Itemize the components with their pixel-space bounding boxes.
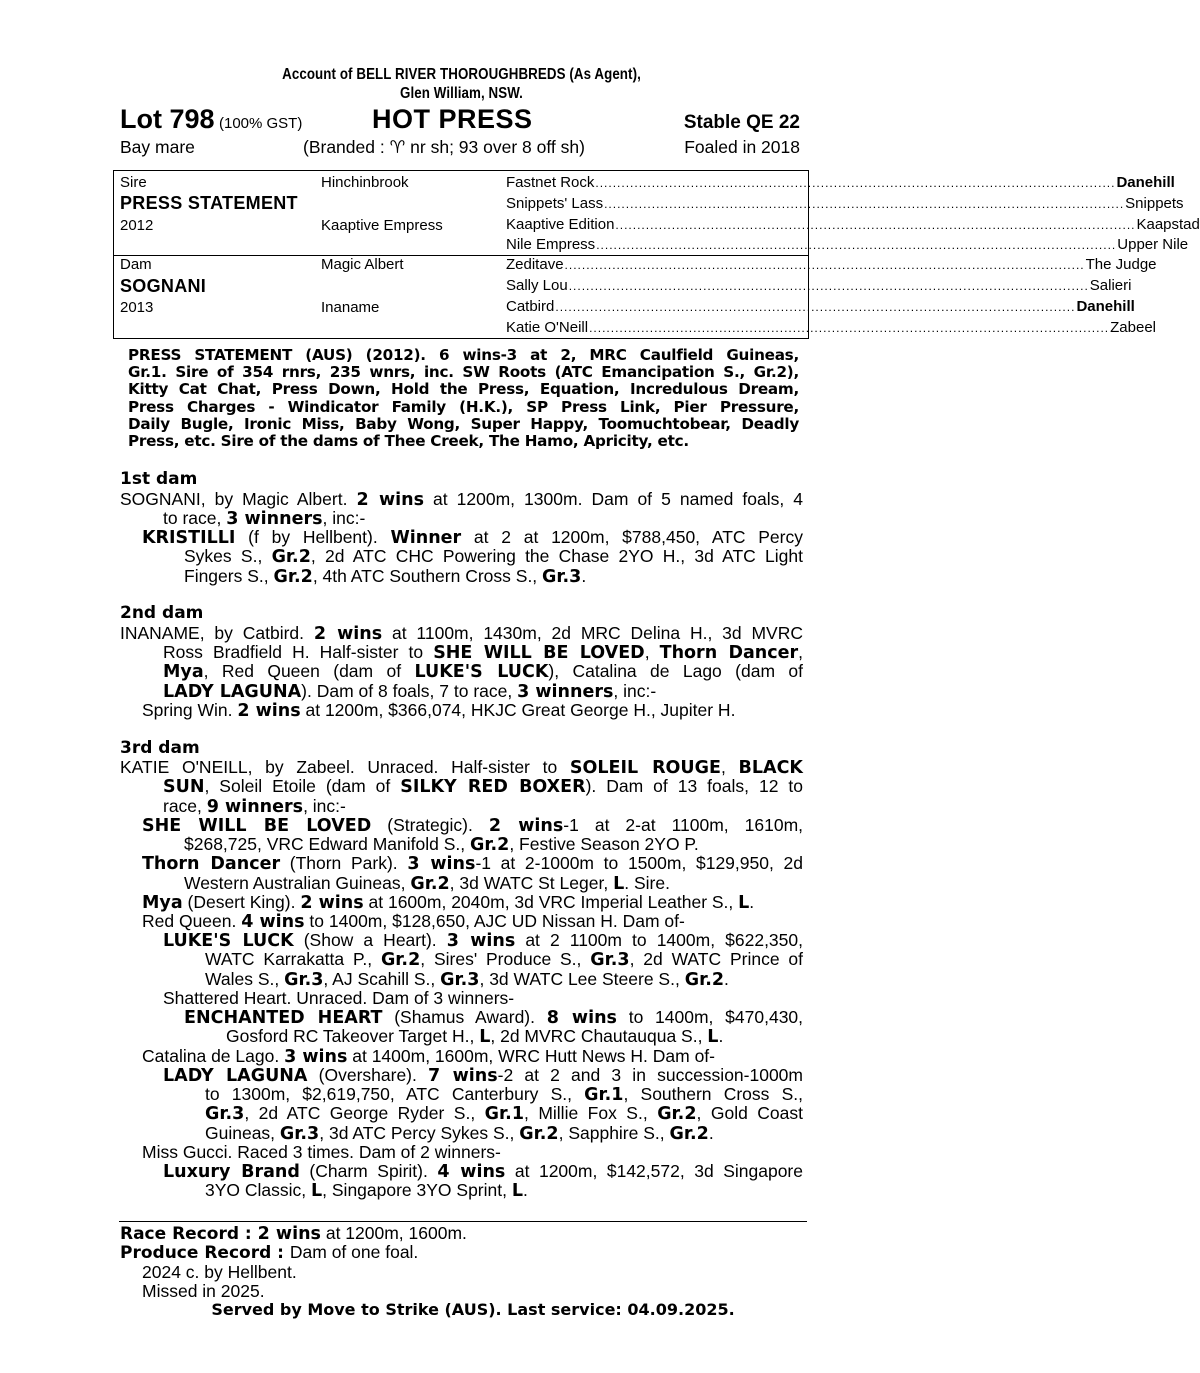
- text-run: Guineas,: [205, 1123, 280, 1143]
- text-run: Fingers S.,: [184, 566, 274, 586]
- ancestor-name: Snippets' Lass: [506, 195, 604, 212]
- text-run: Thorn Dancer: [142, 854, 281, 874]
- text-run: , Soleil Etoile (dam of: [204, 776, 401, 796]
- text-run: L: [311, 1181, 323, 1201]
- text-line: [163, 1161, 803, 1182]
- text-run: , 3d ATC Percy Sykes S.,: [319, 1123, 520, 1143]
- ancestor-name: Catbird: [506, 298, 555, 315]
- text-line: [163, 930, 803, 951]
- text-line: [142, 1046, 715, 1067]
- text-line: [184, 1007, 803, 1028]
- text-run: -1 at 2-1000m to 1500m, $129,950, 2d: [475, 853, 803, 873]
- text-run: (Overshare).: [307, 1065, 429, 1085]
- text-run: ). Dam of 13 foals, 12 to: [585, 776, 803, 796]
- text-run: (Desert King).: [182, 892, 301, 912]
- horse-sex: Bay mare: [120, 137, 195, 157]
- text-run: 2 wins: [313, 624, 383, 644]
- dot-leader: ........................................................................................................................: [604, 197, 1125, 211]
- text-run: WATC Karrakatta P.,: [205, 949, 381, 969]
- text-run: KRISTILLI: [142, 528, 236, 548]
- text-run: ), Catalina de Lago (dam of: [548, 661, 803, 681]
- text-run: LADY LAGUNA: [163, 1066, 308, 1086]
- text-run: at 1100m, 1430m, 2d MRC Delina H., 3d MVRC: [382, 623, 803, 643]
- text-run: . Sire.: [624, 873, 670, 893]
- sire-paragraph-line: Gr.1. Sire of 354 rnrs, 235 wnrs, inc. SW Roots (ATC Emancipation S., Gr.2),: [128, 363, 799, 382]
- text-run: Western Australian Guineas,: [184, 873, 411, 893]
- dot-leader: ........................................................................................................................: [589, 321, 1110, 335]
- race-record: [120, 1223, 467, 1244]
- text-run: SUN: [163, 777, 205, 797]
- text-run: Gr.3: [284, 970, 324, 990]
- text-run: LUKE'S LUCK: [163, 931, 294, 951]
- text-run: , 2d WATC Prince of: [629, 949, 803, 969]
- text-run: 9 winners: [206, 797, 304, 817]
- text-run: Red Queen.: [142, 911, 242, 931]
- text-run: (Thorn Park).: [280, 853, 408, 873]
- dam-year: 2013: [120, 299, 154, 316]
- horse-name: HOT PRESS: [372, 104, 533, 134]
- pedigree-gen3-row: [506, 277, 1132, 294]
- text-run: ,: [720, 757, 739, 777]
- text-line: [142, 853, 803, 874]
- text-run: 2 wins: [300, 893, 364, 913]
- text-run: (Strategic).: [371, 815, 489, 835]
- text-run: 3 wins: [407, 854, 476, 874]
- ancestor-name: Kaaptive Edition: [506, 216, 615, 233]
- text-line: [184, 546, 803, 567]
- dot-leader: ........................................................................................................................: [564, 258, 1085, 272]
- text-run: at 1600m, 2040m, 3d VRC Imperial Leather S.,: [363, 892, 739, 912]
- text-line: [184, 873, 670, 894]
- dot-leader: ........................................................................................................................: [555, 300, 1076, 314]
- text-line: [142, 700, 735, 721]
- text-run: Gr.3: [542, 567, 582, 587]
- text-run: (Shamus Award).: [382, 1007, 547, 1027]
- race-record-rest: at 1200m, 1600m.: [320, 1223, 467, 1243]
- text-run: Gr.3: [205, 1104, 245, 1124]
- text-run: Gr.2: [273, 567, 313, 587]
- text-run: ,: [644, 642, 660, 662]
- ancestor-sire: Danehill: [1116, 174, 1175, 191]
- text-run: 2 wins: [356, 490, 424, 510]
- text-run: , inc:-: [303, 796, 346, 816]
- text-run: , Red Queen (dam of: [203, 661, 415, 681]
- text-run: , 3d WATC St Leger,: [449, 873, 614, 893]
- text-run: L: [707, 1027, 719, 1047]
- dam-name: SOGNANI: [120, 276, 207, 296]
- text-run: Gr.2: [410, 874, 450, 894]
- sire-paragraph-line: Press, etc. Sire of the dams of Thee Creek, The Hamo, Apricity, etc.: [128, 432, 689, 451]
- produce-record-label: Produce Record :: [120, 1243, 290, 1263]
- text-line: [120, 489, 803, 510]
- text-run: $268,725, VRC Edward Manifold S.,: [184, 834, 470, 854]
- text-line: [205, 949, 803, 970]
- divider: [119, 1221, 807, 1222]
- text-line: [120, 757, 803, 778]
- text-run: Wales S.,: [205, 969, 285, 989]
- text-run: , AJ Scahill S.,: [323, 969, 441, 989]
- text-run: 3 wins: [284, 1047, 348, 1067]
- ancestor-name: Fastnet Rock: [506, 174, 595, 191]
- brand-prefix: (Branded :: [303, 137, 385, 157]
- dot-leader: ........................................................................................................................: [596, 238, 1117, 252]
- text-run: ,: [798, 642, 803, 662]
- text-run: , Sires' Produce S.,: [420, 949, 591, 969]
- text-run: Luxury Brand: [163, 1162, 300, 1182]
- text-line: [163, 988, 514, 1008]
- text-run: Catalina de Lago.: [142, 1046, 285, 1066]
- ancestor-sire: Zabeel: [1110, 319, 1157, 336]
- text-run: Spring Win.: [142, 700, 238, 720]
- text-line: [163, 661, 803, 682]
- pedigree-gen3-row: [506, 256, 1157, 273]
- text-run: -2 at 2 and 3 in succession-1000m: [497, 1065, 803, 1085]
- text-run: Gr.2: [684, 970, 725, 990]
- text-run: SILKY RED BOXER: [400, 777, 586, 797]
- brand-suffix: nr sh; 93 over 8 off sh): [410, 137, 585, 157]
- text-run: SHE WILL BE LOVED: [433, 643, 645, 663]
- section-heading: 3rd dam: [120, 738, 200, 758]
- text-run: Gr.2: [657, 1104, 697, 1124]
- text-line: [120, 623, 803, 644]
- text-run: at 1400m, 1600m, WRC Hutt News H. Dam of-: [347, 1046, 715, 1066]
- dot-leader: ........................................................................................................................: [595, 176, 1116, 190]
- gst-label: (100% GST): [218, 115, 303, 132]
- text-run: 4 wins: [241, 912, 305, 932]
- text-run: LADY LAGUNA: [163, 682, 302, 702]
- ancestor-name: Katie O'Neill: [506, 319, 589, 336]
- text-run: L: [738, 893, 750, 913]
- text-line: [205, 1084, 803, 1105]
- ancestor-sire: Danehill: [1076, 298, 1135, 315]
- brand-icon: ♈: [389, 137, 406, 157]
- text-run: , 4th ATC Southern Cross S.,: [312, 566, 543, 586]
- sire-paragraph: [128, 347, 799, 450]
- text-run: Mya: [163, 662, 204, 682]
- race-record-label: Race Record :: [120, 1224, 258, 1244]
- pedigree-gen3-row: [506, 216, 1200, 233]
- text-line: [163, 776, 803, 797]
- text-line: [142, 1142, 501, 1162]
- text-run: at 1200m, 1300m. Dam of 5 named foals, 4: [423, 489, 803, 509]
- text-run: Miss Gucci. Raced 3 times. Dam of 2 winners-: [142, 1142, 501, 1162]
- text-run: at 2 1100m to 1400m, $622,350,: [515, 930, 803, 950]
- text-run: .: [523, 1180, 528, 1200]
- pedigree-gen3-row: [506, 236, 1189, 253]
- text-run: Gr.2: [380, 950, 421, 970]
- sire-label: Sire: [120, 174, 147, 191]
- lot-label: Lot 798: [120, 104, 215, 134]
- race-record-wins: 2 wins: [257, 1224, 321, 1244]
- ancestor-name: Nile Empress: [506, 236, 596, 253]
- text-run: Gr.2: [669, 1124, 709, 1144]
- text-run: , Singapore 3YO Sprint,: [322, 1180, 512, 1200]
- pedigree-gen3-row: [506, 298, 1135, 315]
- sire-year: 2012: [120, 217, 154, 234]
- text-run: .: [718, 1026, 724, 1046]
- text-line: [205, 1180, 528, 1201]
- dam-sire: Magic Albert: [321, 256, 404, 273]
- ancestor-name: Sally Lou: [506, 277, 568, 294]
- text-run: to 1300m, $2,619,750, ATC Canterbury S.,: [205, 1084, 585, 1104]
- text-run: Gr.1: [584, 1085, 624, 1105]
- text-run: Gr.3: [279, 1124, 320, 1144]
- foaled-year: Foaled in 2018: [684, 137, 800, 157]
- text-run: Winner: [390, 528, 462, 548]
- text-line: [142, 911, 685, 932]
- text-run: .: [724, 969, 729, 989]
- text-run: SOLEIL ROUGE: [569, 758, 721, 778]
- sire-name: PRESS STATEMENT: [120, 193, 298, 213]
- ancestor-sire: The Judge: [1085, 256, 1157, 273]
- dam-label: Dam: [120, 256, 152, 273]
- text-line: [205, 1123, 714, 1144]
- text-run: Gr.1: [484, 1104, 524, 1124]
- text-run: at 1200m, $142,572, 3d Singapore: [505, 1161, 803, 1181]
- brand-description: [303, 137, 585, 158]
- text-run: , 3d WATC Lee Steere S.,: [479, 969, 685, 989]
- text-run: 3YO Classic,: [205, 1180, 311, 1200]
- text-run: 8 wins: [546, 1008, 617, 1028]
- sire-paragraph-line: Press Charges - Windicator Family (H.K.), SP Press Link, Pier Pressure,: [128, 397, 799, 416]
- text-run: ). Dam of 8 foals, 7 to race,: [301, 681, 518, 701]
- pedigree-gen3-row: [506, 174, 1175, 191]
- text-run: 3 winners: [226, 509, 323, 529]
- text-run: , Festive Season 2YO P.: [509, 834, 699, 854]
- section-heading: 2nd dam: [120, 603, 204, 623]
- pedigree-gen3-row: [506, 195, 1184, 212]
- text-run: Gosford RC Takeover Target H.,: [226, 1026, 480, 1046]
- text-run: race,: [163, 796, 207, 816]
- pedigree-table: [113, 170, 1200, 339]
- account-line-2: Glen William, NSW.: [400, 85, 523, 102]
- text-run: , 2d ATC George Ryder S.,: [244, 1103, 485, 1123]
- text-run: , inc:-: [322, 508, 366, 528]
- text-run: Gr.2: [470, 835, 510, 855]
- text-run: , inc:-: [613, 681, 657, 701]
- text-run: Mya: [142, 893, 183, 913]
- text-run: 2 wins: [237, 701, 301, 721]
- text-run: -1 at 2-at 1100m, 1610m,: [563, 815, 804, 835]
- text-run: Shattered Heart. Unraced. Dam of 3 winners-: [163, 988, 515, 1008]
- text-line: [142, 527, 803, 548]
- text-line: [226, 1026, 723, 1047]
- text-line: [163, 1065, 803, 1086]
- sire-sire: Hinchinbrook: [321, 174, 409, 191]
- text-line: [142, 815, 803, 836]
- sire-paragraph-line: Kitty Cat Chat, Press Down, Hold the Press, Equation, Incredulous Dream,: [128, 380, 799, 399]
- sire-dam: Kaaptive Empress: [321, 217, 443, 234]
- dot-leader: ........................................................................................................................: [568, 279, 1089, 293]
- text-line: [163, 508, 365, 529]
- account-line-1: Account of BELL RIVER THOROUGHBREDS (As Agent),: [282, 66, 641, 83]
- ancestor-sire: Upper Nile: [1117, 236, 1189, 253]
- text-run: 2 wins: [488, 816, 564, 836]
- sire-paragraph-line: Daily Bugle, Ironic Miss, Baby Wong, Super Happy, Toomuchtobear, Deadly: [128, 414, 799, 433]
- text-run: .: [708, 1123, 714, 1143]
- text-run: 4 wins: [437, 1162, 506, 1182]
- ancestor-sire: Snippets: [1125, 195, 1184, 212]
- text-run: , 2d ATC CHC Powering the Chase 2YO H., 3d ATC Light: [310, 546, 804, 566]
- text-run: to 1400m, $470,430,: [616, 1007, 804, 1027]
- text-run: L: [511, 1181, 524, 1201]
- sire-paragraph-line: PRESS STATEMENT (AUS) (2012). 6 wins-3 at 2, MRC Caulfield Guineas,: [128, 346, 799, 364]
- text-run: , Gold Coast: [696, 1103, 803, 1123]
- produce-record: [120, 1242, 418, 1263]
- text-run: 7 wins: [428, 1066, 498, 1086]
- text-run: , Sapphire S.,: [558, 1123, 670, 1143]
- text-run: (Charm Spirit).: [299, 1161, 438, 1181]
- text-line: [184, 566, 586, 587]
- text-run: Ross Bradfield H. Half-sister to: [163, 642, 434, 662]
- text-run: Sykes S.,: [184, 546, 272, 566]
- produce-line-2: Missed in 2025.: [142, 1281, 265, 1301]
- text-run: 3 wins: [446, 931, 516, 951]
- dot-leader: ........................................................................................................................: [615, 218, 1136, 232]
- text-run: Gr.3: [440, 970, 480, 990]
- text-run: BLACK: [738, 758, 803, 778]
- text-run: L: [479, 1027, 491, 1047]
- text-line: [184, 834, 699, 855]
- ancestor-name: Zeditave: [506, 256, 564, 273]
- text-run: LUKE'S LUCK: [414, 662, 549, 682]
- served-by: Served by Move to Strike (AUS). Last service: 04.09.2025.: [211, 1300, 735, 1319]
- text-run: 3 winners: [517, 682, 614, 702]
- text-run: Gr.2: [519, 1124, 559, 1144]
- section-heading: 1st dam: [120, 469, 198, 489]
- stable-label: Stable QE 22: [683, 112, 800, 133]
- text-line: [205, 969, 729, 990]
- pedigree-gen3-row: [506, 319, 1157, 336]
- text-run: Thorn Dancer: [659, 643, 799, 663]
- text-run: ENCHANTED HEART: [184, 1008, 383, 1028]
- text-line: [163, 796, 346, 817]
- text-run: (Show a Heart).: [293, 930, 447, 950]
- text-run: (f by Hellbent).: [235, 527, 391, 547]
- text-run: .: [749, 892, 755, 912]
- text-run: at 1200m, $366,074, HKJC Great George H., Jupiter H.: [300, 700, 736, 720]
- lot-number: [120, 104, 302, 135]
- text-run: to race,: [163, 508, 227, 528]
- produce-record-rest: Dam of one foal.: [289, 1242, 419, 1262]
- text-run: , Southern Cross S.,: [623, 1084, 803, 1104]
- text-run: KATIE O'NEILL, by Zabeel. Unraced. Half-sister to: [120, 757, 570, 777]
- text-line: [163, 642, 803, 663]
- dam-dam: Inaname: [321, 299, 380, 316]
- text-run: SOGNANI, by Magic Albert.: [120, 489, 357, 509]
- text-run: INANAME, by Catbird.: [120, 623, 314, 643]
- text-run: to 1400m, $128,650, AJC UD Nissan H. Dam of-: [304, 911, 685, 931]
- produce-line-1: 2024 c. by Hellbent.: [142, 1262, 297, 1282]
- text-line: [142, 892, 754, 913]
- text-run: at 2 at 1200m, $788,450, ATC Percy: [461, 527, 803, 547]
- text-run: .: [581, 566, 587, 586]
- text-line: [163, 681, 656, 702]
- text-line: [205, 1103, 803, 1124]
- text-run: L: [613, 874, 625, 894]
- ancestor-sire: Kaapstad: [1136, 216, 1200, 233]
- text-run: SHE WILL BE LOVED: [142, 816, 372, 836]
- text-run: , 2d MVRC Chautauqua S.,: [490, 1026, 708, 1046]
- text-run: Gr.2: [271, 547, 311, 567]
- text-run: Gr.3: [590, 950, 630, 970]
- ancestor-sire: Salieri: [1089, 277, 1132, 294]
- text-run: , Millie Fox S.,: [524, 1103, 658, 1123]
